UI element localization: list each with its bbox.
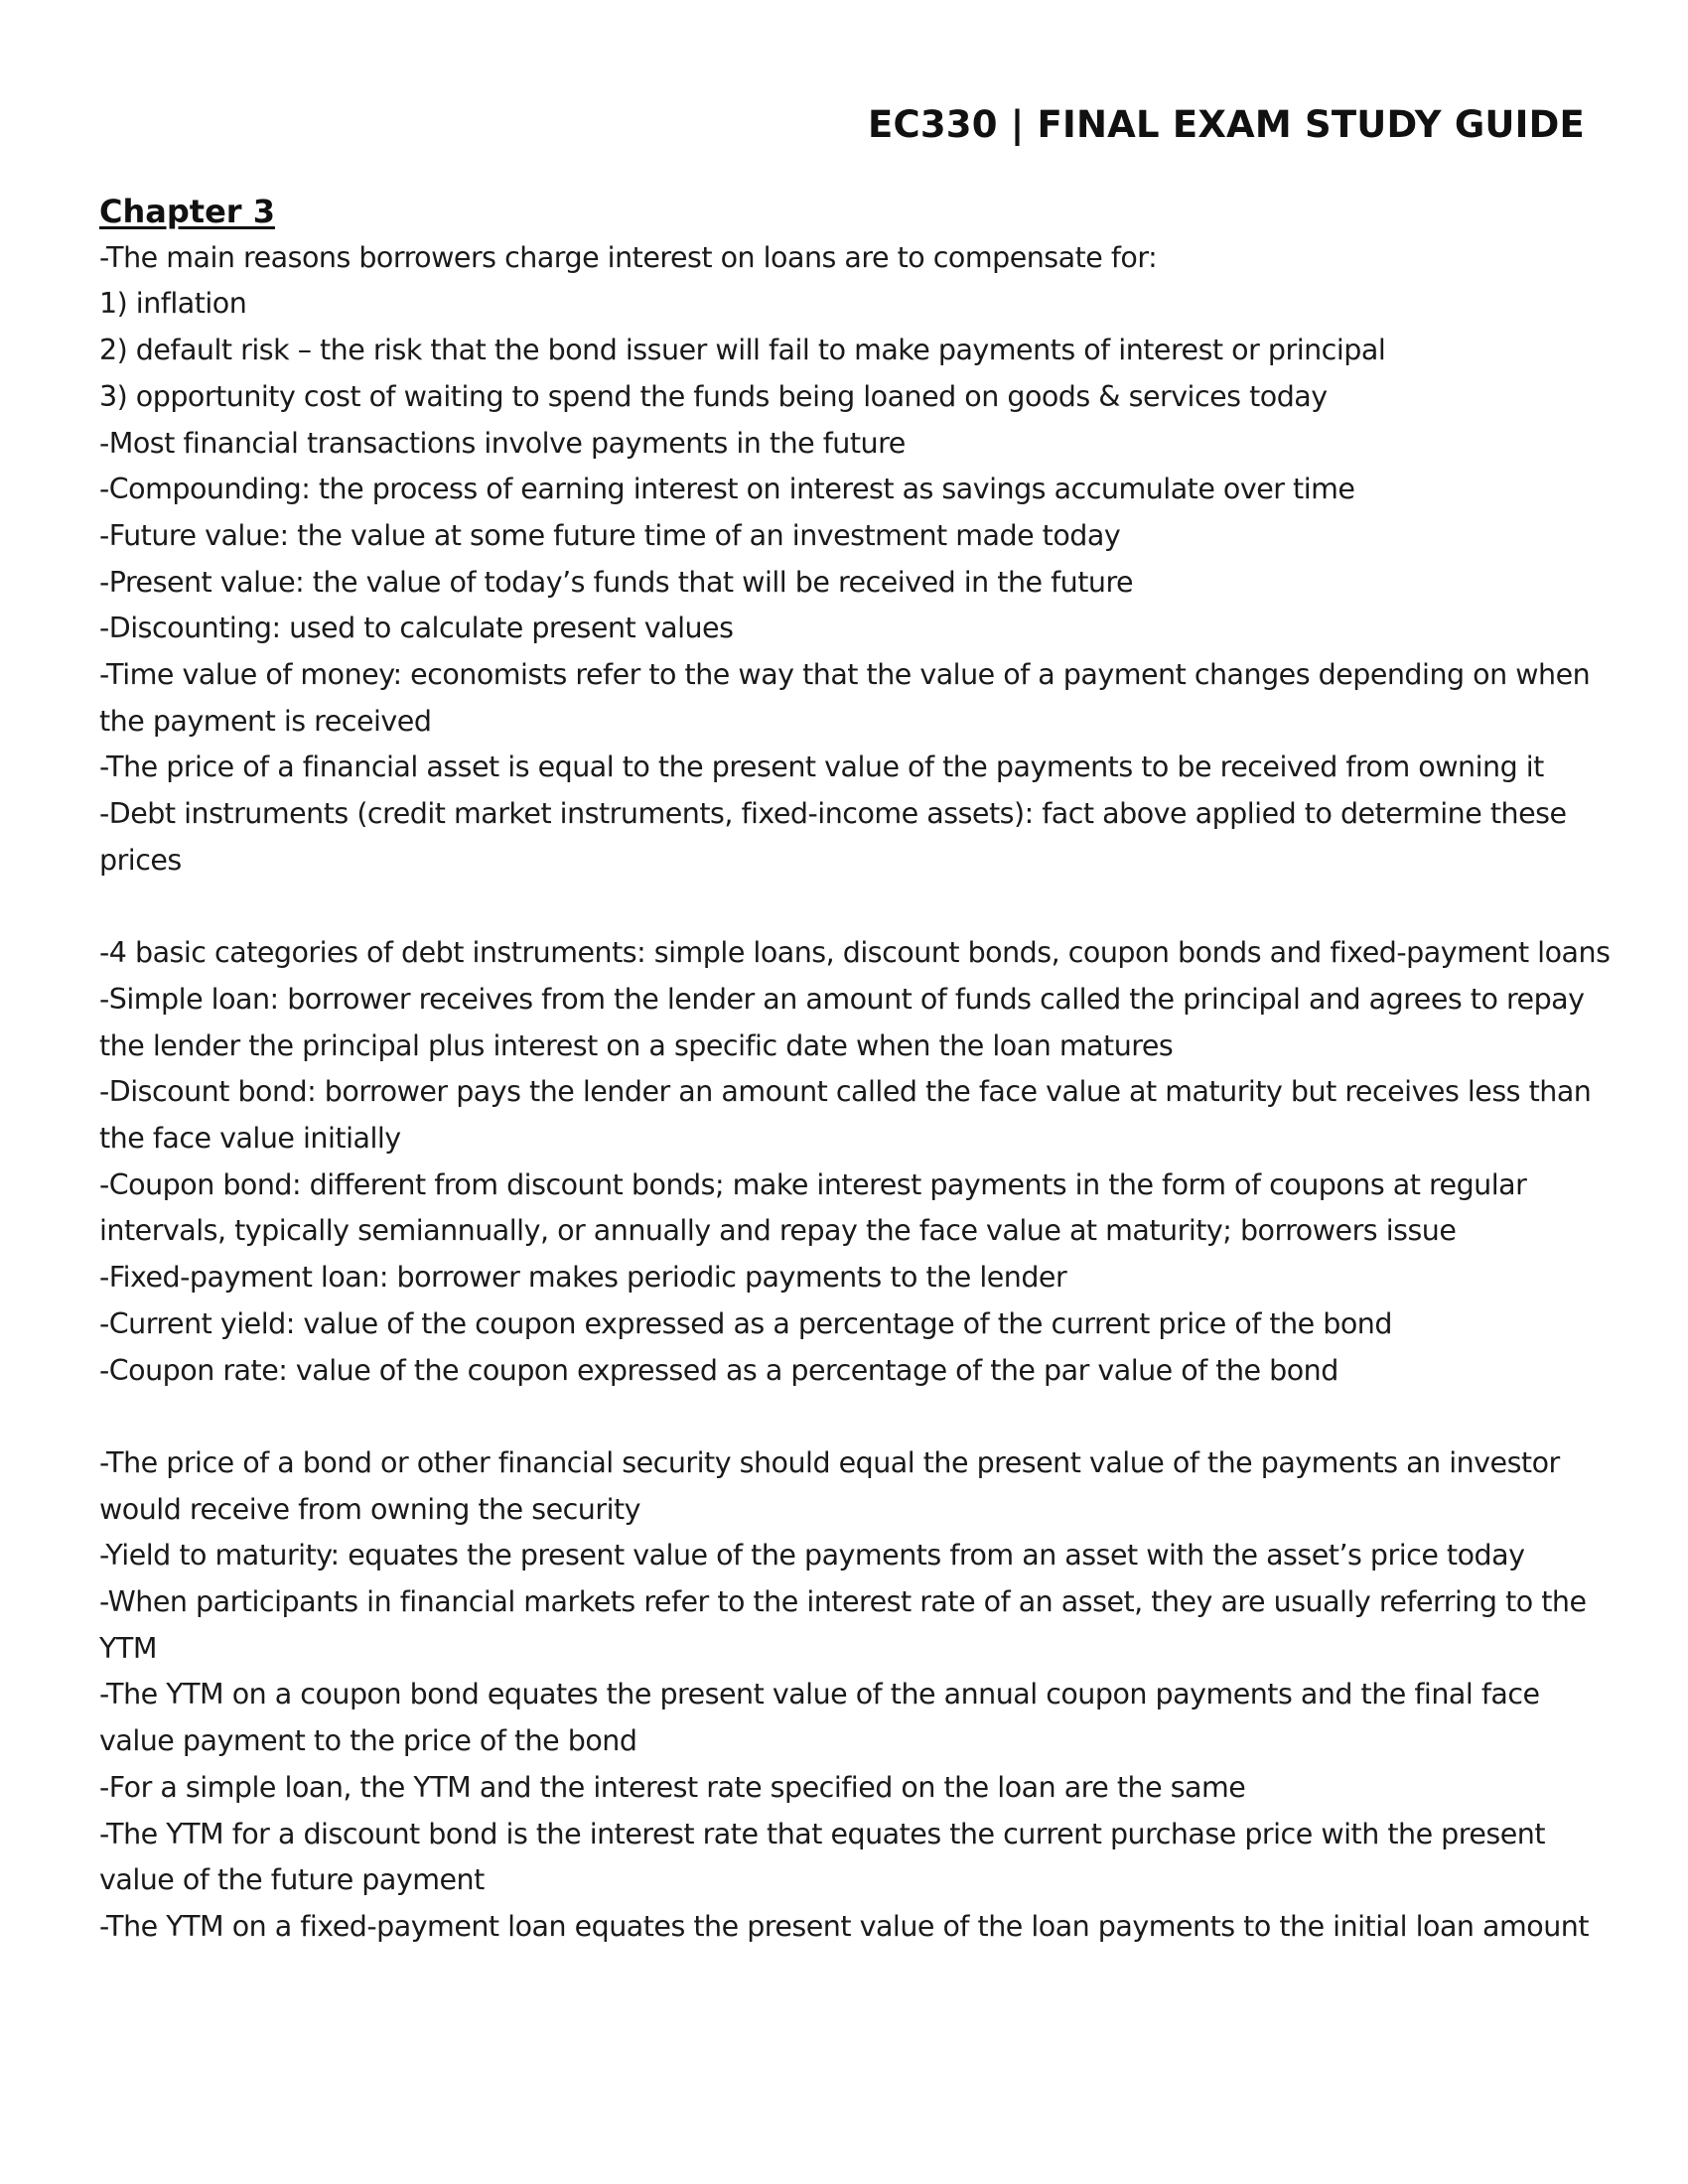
document-body — [99, 189, 1611, 1951]
text-line: the lender the principal plus interest on a specific date when the loan matures — [99, 1028, 1174, 1062]
text-line: -Debt instruments (credit market instruments, fixed-income assets): fact above applied to determine these — [99, 797, 1567, 831]
text-line: prices — [99, 843, 182, 877]
text-line: -Yield to maturity: equates the present value of the payments from an asset with the asset’s price today — [99, 1539, 1525, 1572]
text-line: -The YTM on a fixed-payment loan equates the present value of the loan payments to the initial loan amount — [99, 1909, 1589, 1943]
text-line: -When participants in financial markets refer to the interest rate of an asset, they are usually referring to the — [99, 1585, 1587, 1619]
text-line: -The price of a financial asset is equal to the present value of the payments to be received from owning it — [99, 751, 1544, 784]
text-line: -Most financial transactions involve payments in the future — [99, 426, 906, 460]
section-yield-to-maturity — [99, 1440, 1589, 1951]
text-line: 3) opportunity cost of waiting to spend the funds being loaned on goods & services today — [99, 379, 1328, 413]
text-line: -The YTM on a coupon bond equates the present value of the annual coupon payments and the final face — [99, 1678, 1540, 1711]
text-line: YTM — [99, 1631, 157, 1665]
text-line: -The main reasons borrowers charge interest on loans are to compensate for: — [99, 240, 1158, 274]
section-debt-instruments — [99, 930, 1611, 1394]
text-line: the face value initially — [99, 1122, 401, 1156]
text-line: the payment is received — [99, 704, 432, 738]
paragraph-gap — [99, 1394, 1589, 1440]
text-line: -Coupon rate: value of the coupon expressed as a percentage of the par value of the bond — [99, 1353, 1338, 1387]
text-line: -Fixed-payment loan: borrower makes periodic payments to the lender — [99, 1261, 1067, 1295]
text-line: -Discounting: used to calculate present values — [99, 612, 734, 645]
text-line: -For a simple loan, the YTM and the interest rate specified on the loan are the same — [99, 1770, 1246, 1804]
text-line: value of the future payment — [99, 1863, 485, 1897]
text-line: -The YTM for a discount bond is the interest rate that equates the current purchase price with the present — [99, 1817, 1546, 1850]
text-line: -Current yield: value of the coupon expressed as a percentage of the current price of the bond — [99, 1306, 1392, 1340]
paragraph-gap — [99, 885, 1589, 931]
text-line: -Coupon bond: different from discount bonds; make interest payments in the form of coupons at regular — [99, 1167, 1527, 1201]
text-line: -Present value: the value of today’s funds that will be received in the future — [99, 565, 1134, 599]
text-line: -Discount bond: borrower pays the lender an amount called the face value at maturity but receives less than — [99, 1075, 1592, 1109]
text-line: -The price of a bond or other financial security should equal the present value of the payments an investor — [99, 1445, 1560, 1479]
text-line: -Compounding: the process of earning interest on interest as savings accumulate over time — [99, 473, 1355, 506]
chapter-heading: Chapter 3 — [99, 193, 275, 230]
text-line: would receive from owning the security — [99, 1492, 641, 1526]
text-line: 2) default risk – the risk that the bond issuer will fail to make payments of interest or principal — [99, 334, 1386, 367]
text-line: intervals, typically semiannually, or annually and repay the face value at maturity; borrowers issue — [99, 1214, 1457, 1248]
text-line: -4 basic categories of debt instruments: simple loans, discount bonds, coupon bonds and fixed-payment loans — [99, 936, 1611, 970]
text-line: 1) inflation — [99, 287, 247, 321]
text-line: -Future value: the value at some future time of an investment made today — [99, 518, 1121, 552]
text-line: value payment to the price of the bond — [99, 1724, 637, 1758]
section-interest-basics — [99, 235, 1589, 885]
text-line: -Simple loan: borrower receives from the lender an amount of funds called the principal and agrees to repay — [99, 982, 1585, 1016]
text-line: -Time value of money: economists refer to the way that the value of a payment changes depending on when — [99, 658, 1591, 692]
document-title: EC330 | FINAL EXAM STUDY GUIDE — [868, 103, 1585, 146]
